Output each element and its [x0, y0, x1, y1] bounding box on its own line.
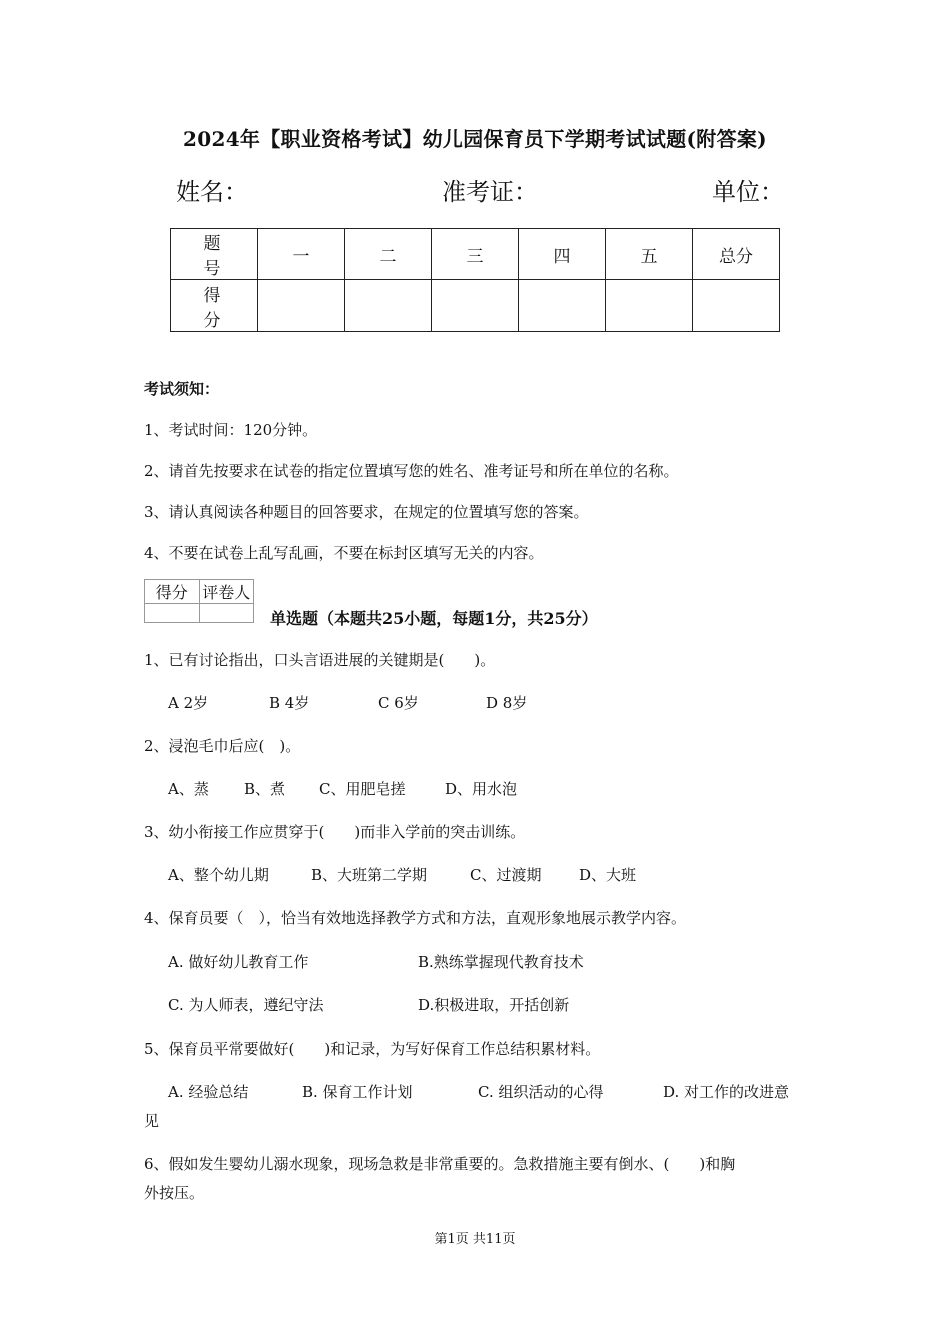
exam-id-field-label: 准考证：: [442, 178, 538, 206]
question-option[interactable]: D、大班: [579, 866, 637, 884]
question-option-wrap: 见: [144, 1112, 160, 1130]
score-table: [170, 228, 780, 332]
grader-box-grader-label: 评卷人: [199, 580, 254, 604]
question-option[interactable]: D 8岁: [486, 694, 528, 712]
score-cell[interactable]: [693, 280, 780, 332]
question-option[interactable]: C 6岁: [378, 694, 419, 712]
notice-item: 4、不要在试卷上乱写乱画，不要在标封区填写无关的内容。: [144, 544, 544, 562]
score-cell[interactable]: [606, 280, 693, 332]
score-table-header-cell: 一: [258, 229, 345, 280]
unit-field-label: 单位：: [712, 178, 784, 206]
page-title: 2024年【职业资格考试】幼儿园保育员下学期考试试题(附答案): [183, 127, 767, 151]
question-option[interactable]: C. 组织活动的心得: [478, 1083, 604, 1101]
score-table-score-row: [171, 280, 780, 332]
question-option[interactable]: C、过渡期: [470, 866, 542, 884]
score-cell[interactable]: [345, 280, 432, 332]
section-title: 单选题（本题共25小题，每题1分，共25分）: [270, 609, 598, 628]
question-option[interactable]: A 2岁: [168, 694, 209, 712]
question-option[interactable]: A、整个幼儿期: [168, 866, 269, 884]
question-stem-continued: 外按压。: [144, 1184, 205, 1202]
question-option[interactable]: B、煮: [244, 780, 286, 798]
question-option[interactable]: D. 对工作的改进意: [663, 1083, 790, 1101]
score-table-header-cell: 四: [519, 229, 606, 280]
question-stem: 4、保育员要（ ），恰当有效地选择教学方式和方法，直观形象地展示教学内容。: [144, 909, 687, 927]
question-option[interactable]: C. 为人师表，遵纪守法: [168, 996, 324, 1014]
question-option[interactable]: B、大班第二学期: [311, 866, 428, 884]
grader-box-grader-cell[interactable]: [199, 604, 254, 623]
grader-box-score-cell[interactable]: [145, 604, 200, 623]
question-option[interactable]: B. 保育工作计划: [302, 1083, 413, 1101]
question-option[interactable]: A、蒸: [168, 780, 209, 798]
score-cell[interactable]: [432, 280, 519, 332]
score-table-header-cell: 五: [606, 229, 693, 280]
score-table-header-cell: 三: [432, 229, 519, 280]
score-table-header-cell: 二: [345, 229, 432, 280]
grader-box-score-label: 得分: [145, 580, 200, 604]
notice-heading: 考试须知：: [144, 380, 220, 398]
name-field-label: 姓名：: [176, 178, 248, 206]
notice-item: 1、考试时间：120分钟。: [144, 421, 318, 439]
score-table-score-label: 得 分: [171, 280, 258, 332]
question-option[interactable]: A. 做好幼儿教育工作: [168, 953, 309, 971]
notice-item: 2、请首先按要求在试卷的指定位置填写您的姓名、准考证号和所在单位的名称。: [144, 462, 679, 480]
question-stem: 5、保育员平常要做好( )和记录，为写好保育工作总结积累材料。: [144, 1040, 601, 1058]
grader-box: [144, 579, 254, 623]
question-option[interactable]: B 4岁: [269, 694, 310, 712]
question-stem: 2、浸泡毛巾后应( )。: [144, 737, 301, 755]
question-stem: 1、已有讨论指出，口头言语进展的关键期是( )。: [144, 651, 496, 669]
notice-item: 3、请认真阅读各种题目的回答要求，在规定的位置填写您的答案。: [144, 503, 589, 521]
question-option[interactable]: A. 经验总结: [168, 1083, 249, 1101]
score-table-header-row: [171, 229, 780, 280]
score-cell[interactable]: [519, 280, 606, 332]
score-table-header-cell: 总分: [693, 229, 780, 280]
page-footer: 第1页 共11页: [434, 1232, 516, 1247]
question-option[interactable]: B.熟练掌握现代教育技术: [418, 953, 584, 971]
question-option[interactable]: C、用肥皂搓: [319, 780, 406, 798]
question-option[interactable]: D、用水泡: [445, 780, 518, 798]
question-stem: 6、假如发生婴幼儿溺水现象，现场急救是非常重要的。急救措施主要有倒水、( )和胸: [144, 1155, 736, 1173]
question-option[interactable]: D.积极进取，开括创新: [418, 996, 570, 1014]
score-table-header-cell: 题 号: [171, 229, 258, 280]
question-stem: 3、幼小衔接工作应贯穿于( )而非入学前的突击训练。: [144, 823, 526, 841]
